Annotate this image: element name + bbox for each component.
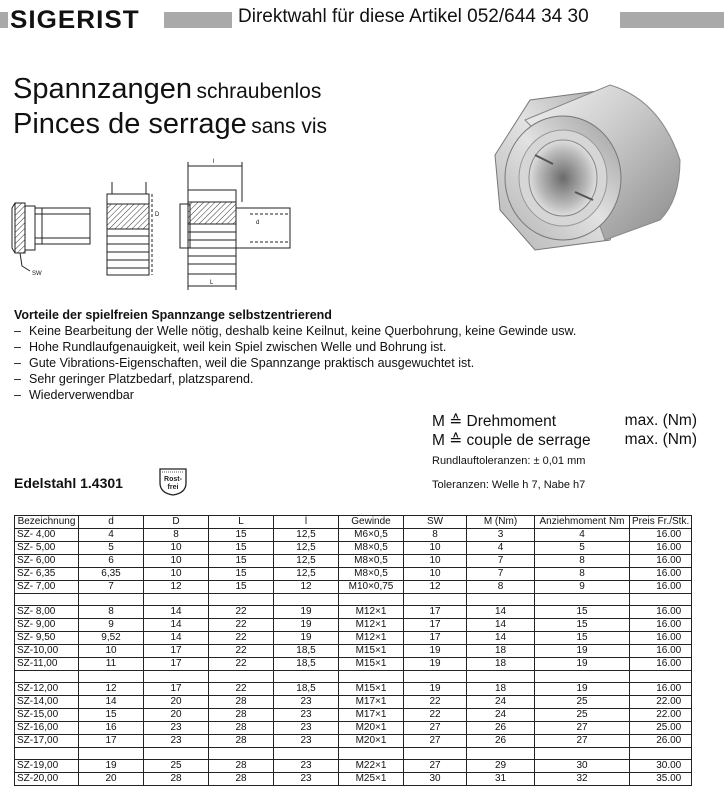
separator-cell (404, 671, 467, 683)
table-row (15, 683, 692, 696)
col-header: l (274, 516, 339, 529)
legend-label-german: M ≙ Drehmoment (432, 413, 557, 430)
table-cell: 26 (467, 722, 535, 735)
table-cell: 15 (209, 529, 274, 542)
col-header: Preis Fr./Stk. (630, 516, 692, 529)
table-cell: M12×1 (339, 619, 404, 632)
table-cell: SZ- 4,00 (15, 529, 79, 542)
table-cell: 16.00 (630, 645, 692, 658)
table-cell: SZ-15,00 (15, 709, 79, 722)
table-cell: 16.00 (630, 658, 692, 671)
table-cell: 8 (467, 581, 535, 594)
table-cell: SZ-12,00 (15, 683, 79, 696)
col-header: D (144, 516, 209, 529)
table-cell: 15 (535, 619, 630, 632)
table-cell: 23 (274, 760, 339, 773)
advantages-title: Vorteile der spielfreien Spannzange selbstzentrierend (14, 308, 332, 322)
table-cell: 17 (144, 658, 209, 671)
table-cell: 10 (144, 542, 209, 555)
advantage-item: – Sehr geringer Platzbedarf, platzsparend. (14, 371, 654, 387)
table-cell: 22 (404, 709, 467, 722)
advantage-item: – Wiederverwendbar (14, 387, 654, 403)
table-cell: 23 (144, 735, 209, 748)
product-table (14, 515, 692, 786)
separator-cell (535, 671, 630, 683)
runout-tolerance: Rundlauftoleranzen: ± 0,01 mm (432, 455, 586, 467)
table-cell: 26.00 (630, 735, 692, 748)
table-cell: 28 (209, 760, 274, 773)
table-cell: 4 (79, 529, 144, 542)
legend-row-french (432, 431, 697, 450)
table-cell: 22.00 (630, 696, 692, 709)
brand-logo: SIGERIST (10, 6, 140, 34)
col-header: Gewinde (339, 516, 404, 529)
title-french (13, 108, 327, 141)
separator-cell (274, 671, 339, 683)
table-cell: 18,5 (274, 683, 339, 696)
table-cell: 25 (144, 760, 209, 773)
table-row (15, 555, 692, 568)
table-cell: M17×1 (339, 696, 404, 709)
col-header: d (79, 516, 144, 529)
separator-cell (467, 594, 535, 606)
table-cell: 17 (144, 645, 209, 658)
table-header-row (15, 516, 692, 529)
separator-cell (630, 594, 692, 606)
table-cell: 18 (467, 645, 535, 658)
table-cell: M12×1 (339, 606, 404, 619)
advantage-item: – Hohe Rundlaufgenauigkeit, weil kein Spiel zwischen Welle und Bohrung ist. (14, 339, 654, 355)
table-cell: 15 (209, 568, 274, 581)
table-cell: 14 (144, 632, 209, 645)
table-cell: 5 (535, 542, 630, 555)
table-cell: 27 (404, 722, 467, 735)
table-separator-row (15, 594, 692, 606)
table-cell: 22 (209, 619, 274, 632)
table-cell: 17 (404, 606, 467, 619)
table-cell: 23 (274, 709, 339, 722)
table-cell: 15 (535, 606, 630, 619)
table-cell: M20×1 (339, 722, 404, 735)
table-cell: 23 (274, 722, 339, 735)
header-bar-middle (164, 12, 232, 28)
table-cell: 7 (467, 568, 535, 581)
table-cell: M6×0,5 (339, 529, 404, 542)
table-row (15, 735, 692, 748)
table-cell: 19 (404, 683, 467, 696)
table-cell: 6 (79, 555, 144, 568)
table-cell: 16 (79, 722, 144, 735)
table-cell: 12 (404, 581, 467, 594)
table-cell: 24 (467, 696, 535, 709)
table-cell: 23 (274, 735, 339, 748)
table-cell: M8×0,5 (339, 542, 404, 555)
table-cell: 17 (404, 632, 467, 645)
header-bar-left (0, 12, 8, 28)
separator-cell (467, 748, 535, 760)
separator-cell (274, 594, 339, 606)
table-cell: 23 (274, 773, 339, 786)
title-french-sub: sans vis (251, 115, 328, 138)
legend-label-french: M ≙ couple de serrage (432, 432, 591, 449)
table-cell: 28 (209, 722, 274, 735)
table-cell: SZ- 9,50 (15, 632, 79, 645)
table-cell: 27 (535, 735, 630, 748)
table-cell: 8 (535, 555, 630, 568)
separator-cell (467, 671, 535, 683)
technical-drawing (10, 158, 300, 298)
legend-row-german (432, 412, 697, 431)
table-cell: 19 (274, 632, 339, 645)
table-cell: 18,5 (274, 658, 339, 671)
direct-dial-text: Direktwahl für diese Artikel 052/644 34 30 (238, 6, 589, 27)
table-cell: 30 (535, 760, 630, 773)
table-row (15, 773, 692, 786)
table-cell: SZ-20,00 (15, 773, 79, 786)
table-row (15, 709, 692, 722)
separator-cell (630, 671, 692, 683)
table-cell: M8×0,5 (339, 555, 404, 568)
table-cell: 28 (209, 709, 274, 722)
legend-unit-french: max. (Nm) (624, 431, 697, 448)
table-cell: 10 (404, 542, 467, 555)
table-row (15, 568, 692, 581)
table-cell: 32 (535, 773, 630, 786)
fit-tolerance: Toleranzen: Welle h 7, Nabe h7 (432, 479, 586, 491)
table-cell: SZ- 9,00 (15, 619, 79, 632)
separator-cell (144, 594, 209, 606)
table-cell: 6,35 (79, 568, 144, 581)
separator-cell (144, 671, 209, 683)
table-cell: 18 (467, 683, 535, 696)
drawing-part-sleeve (12, 203, 90, 271)
table-cell: 15 (209, 542, 274, 555)
table-cell: 29 (467, 760, 535, 773)
table-row (15, 696, 692, 709)
table-cell: 28 (209, 773, 274, 786)
table-cell: M20×1 (339, 735, 404, 748)
table-cell: 26 (467, 735, 535, 748)
drawing-part-assembly (180, 162, 290, 290)
table-cell: SZ- 7,00 (15, 581, 79, 594)
table-cell: 30.00 (630, 760, 692, 773)
separator-cell (535, 594, 630, 606)
table-cell: 18,5 (274, 645, 339, 658)
table-cell: 30 (404, 773, 467, 786)
title-german-main: Spannzangen (13, 73, 192, 105)
separator-cell (535, 748, 630, 760)
table-cell: 10 (144, 568, 209, 581)
table-row (15, 606, 692, 619)
advantage-item: – Keine Bearbeitung der Welle nötig, deshalb keine Keilnut, keine Querbohrung, keine Gewinde usw. (14, 323, 654, 339)
table-cell: 8 (404, 529, 467, 542)
separator-cell (15, 594, 79, 606)
table-cell: M25×1 (339, 773, 404, 786)
separator-cell (630, 748, 692, 760)
separator-cell (79, 748, 144, 760)
table-cell: 17 (79, 735, 144, 748)
title-french-main: Pinces de serrage (13, 108, 247, 140)
table-row (15, 529, 692, 542)
table-cell: 11 (79, 658, 144, 671)
col-header: Bezeichnung (15, 516, 79, 529)
badge-line2: frei (167, 484, 179, 491)
table-cell: 14 (144, 619, 209, 632)
table-cell: 15 (535, 632, 630, 645)
table-cell: 18 (467, 658, 535, 671)
table-cell: 10 (79, 645, 144, 658)
table-cell: 10 (404, 568, 467, 581)
table-cell: 16.00 (630, 529, 692, 542)
table-cell: 22 (404, 696, 467, 709)
table-cell: SZ-16,00 (15, 722, 79, 735)
table-cell: 12 (274, 581, 339, 594)
table-cell: 22 (209, 658, 274, 671)
separator-cell (209, 594, 274, 606)
label-D: D (155, 212, 160, 218)
advantage-item: – Gute Vibrations-Eigenschaften, weil die Spannzange praktisch ausgewuchtet ist. (14, 355, 654, 371)
table-cell: 16.00 (630, 568, 692, 581)
table-cell: SZ- 5,00 (15, 542, 79, 555)
table-cell: 22 (209, 632, 274, 645)
separator-cell (209, 748, 274, 760)
table-cell: 31 (467, 773, 535, 786)
label-d: d (256, 220, 260, 226)
col-header: SW (404, 516, 467, 529)
table-cell: 12,5 (274, 555, 339, 568)
table-cell: 10 (144, 555, 209, 568)
table-cell: SZ-19,00 (15, 760, 79, 773)
table-cell: 16.00 (630, 683, 692, 696)
table-row (15, 542, 692, 555)
separator-cell (79, 671, 144, 683)
table-row (15, 722, 692, 735)
table-cell: 19 (274, 619, 339, 632)
table-cell: 16.00 (630, 542, 692, 555)
table-cell: 19 (535, 658, 630, 671)
table-cell: 35.00 (630, 773, 692, 786)
table-cell: 25 (535, 709, 630, 722)
table-cell: 16.00 (630, 606, 692, 619)
table-cell: 27 (535, 722, 630, 735)
table-cell: 14 (144, 606, 209, 619)
header-bar-right (620, 12, 724, 28)
table-row (15, 619, 692, 632)
table-cell: 22 (209, 683, 274, 696)
table-cell: 9 (535, 581, 630, 594)
table-cell: M22×1 (339, 760, 404, 773)
table-cell: 19 (535, 683, 630, 696)
table-cell: 12,5 (274, 529, 339, 542)
table-cell: 7 (467, 555, 535, 568)
table-cell: 27 (404, 760, 467, 773)
table-cell: 20 (79, 773, 144, 786)
table-cell: 4 (467, 542, 535, 555)
table-cell: SZ- 8,00 (15, 606, 79, 619)
separator-cell (209, 671, 274, 683)
table-cell: 17 (404, 619, 467, 632)
table-cell: 19 (404, 645, 467, 658)
table-cell: 16.00 (630, 581, 692, 594)
table-row (15, 645, 692, 658)
table-cell: 19 (404, 658, 467, 671)
table-cell: 12,5 (274, 568, 339, 581)
rostfrei-badge-icon (157, 466, 189, 496)
table-cell: 15 (79, 709, 144, 722)
table-cell: SZ- 6,00 (15, 555, 79, 568)
table-cell: 14 (467, 632, 535, 645)
table-cell: 4 (535, 529, 630, 542)
table-cell: 14 (467, 619, 535, 632)
separator-cell (144, 748, 209, 760)
separator-cell (15, 748, 79, 760)
table-cell: 15 (209, 555, 274, 568)
table-cell: 19 (274, 606, 339, 619)
table-cell: M15×1 (339, 658, 404, 671)
table-cell: SZ-10,00 (15, 645, 79, 658)
col-header: Anziehmoment Nm (535, 516, 630, 529)
table-cell: 10 (404, 555, 467, 568)
table-row (15, 760, 692, 773)
table-cell: 17 (144, 683, 209, 696)
separator-cell (404, 748, 467, 760)
table-cell: 14 (79, 696, 144, 709)
table-cell: 12,5 (274, 542, 339, 555)
drawing-part-hub (107, 182, 152, 275)
table-cell: 14 (467, 606, 535, 619)
separator-cell (339, 594, 404, 606)
table-cell: M8×0,5 (339, 568, 404, 581)
table-row (15, 632, 692, 645)
separator-cell (274, 748, 339, 760)
table-cell: 19 (79, 760, 144, 773)
title-german-sub: schraubenlos (196, 80, 322, 103)
table-cell: 8 (144, 529, 209, 542)
table-cell: 19 (535, 645, 630, 658)
table-cell: 16.00 (630, 555, 692, 568)
label-l: l (213, 159, 215, 165)
table-cell: 24 (467, 709, 535, 722)
table-cell: 25 (535, 696, 630, 709)
table-row (15, 581, 692, 594)
title-german (13, 73, 321, 106)
table-cell: 12 (79, 683, 144, 696)
table-cell: 22 (209, 645, 274, 658)
torque-legend (432, 412, 697, 498)
table-cell: 16.00 (630, 619, 692, 632)
table-body (15, 529, 692, 786)
table-cell: M10×0,75 (339, 581, 404, 594)
table-separator-row (15, 671, 692, 683)
table-cell: 20 (144, 709, 209, 722)
separator-cell (15, 671, 79, 683)
legend-unit-german: max. (Nm) (624, 412, 697, 429)
separator-cell (79, 594, 144, 606)
table-row (15, 658, 692, 671)
table-cell: M17×1 (339, 709, 404, 722)
product-photo (475, 60, 715, 260)
table-cell: 9 (79, 619, 144, 632)
table-cell: 8 (535, 568, 630, 581)
separator-cell (339, 671, 404, 683)
col-header: L (209, 516, 274, 529)
col-header: M (Nm) (467, 516, 535, 529)
table-cell: 3 (467, 529, 535, 542)
table-cell: 12 (144, 581, 209, 594)
table-cell: 25.00 (630, 722, 692, 735)
separator-cell (404, 594, 467, 606)
table-cell: SZ-11,00 (15, 658, 79, 671)
table-cell: 27 (404, 735, 467, 748)
table-cell: 8 (79, 606, 144, 619)
table-cell: 28 (209, 696, 274, 709)
table-cell: SZ-14,00 (15, 696, 79, 709)
table-cell: 9,52 (79, 632, 144, 645)
table-cell: 20 (144, 696, 209, 709)
table-cell: M15×1 (339, 683, 404, 696)
material-label: Edelstahl 1.4301 (14, 475, 123, 491)
table-cell: 5 (79, 542, 144, 555)
table-cell: SZ-17,00 (15, 735, 79, 748)
table-cell: 23 (144, 722, 209, 735)
separator-cell (339, 748, 404, 760)
table-cell: 16.00 (630, 632, 692, 645)
table-cell: M15×1 (339, 645, 404, 658)
table-cell: SZ- 6,35 (15, 568, 79, 581)
advantages-section (14, 307, 654, 403)
table-separator-row (15, 748, 692, 760)
table-cell: 28 (209, 735, 274, 748)
advantages-list (14, 323, 654, 403)
label-sw: SW (32, 271, 42, 277)
table-cell: 23 (274, 696, 339, 709)
table-cell: 22 (209, 606, 274, 619)
badge-line1: Rost- (164, 476, 182, 483)
table-cell: 22.00 (630, 709, 692, 722)
table-cell: 28 (144, 773, 209, 786)
table-cell: 7 (79, 581, 144, 594)
table-cell: 15 (209, 581, 274, 594)
table-cell: M12×1 (339, 632, 404, 645)
label-L: L (210, 280, 214, 286)
